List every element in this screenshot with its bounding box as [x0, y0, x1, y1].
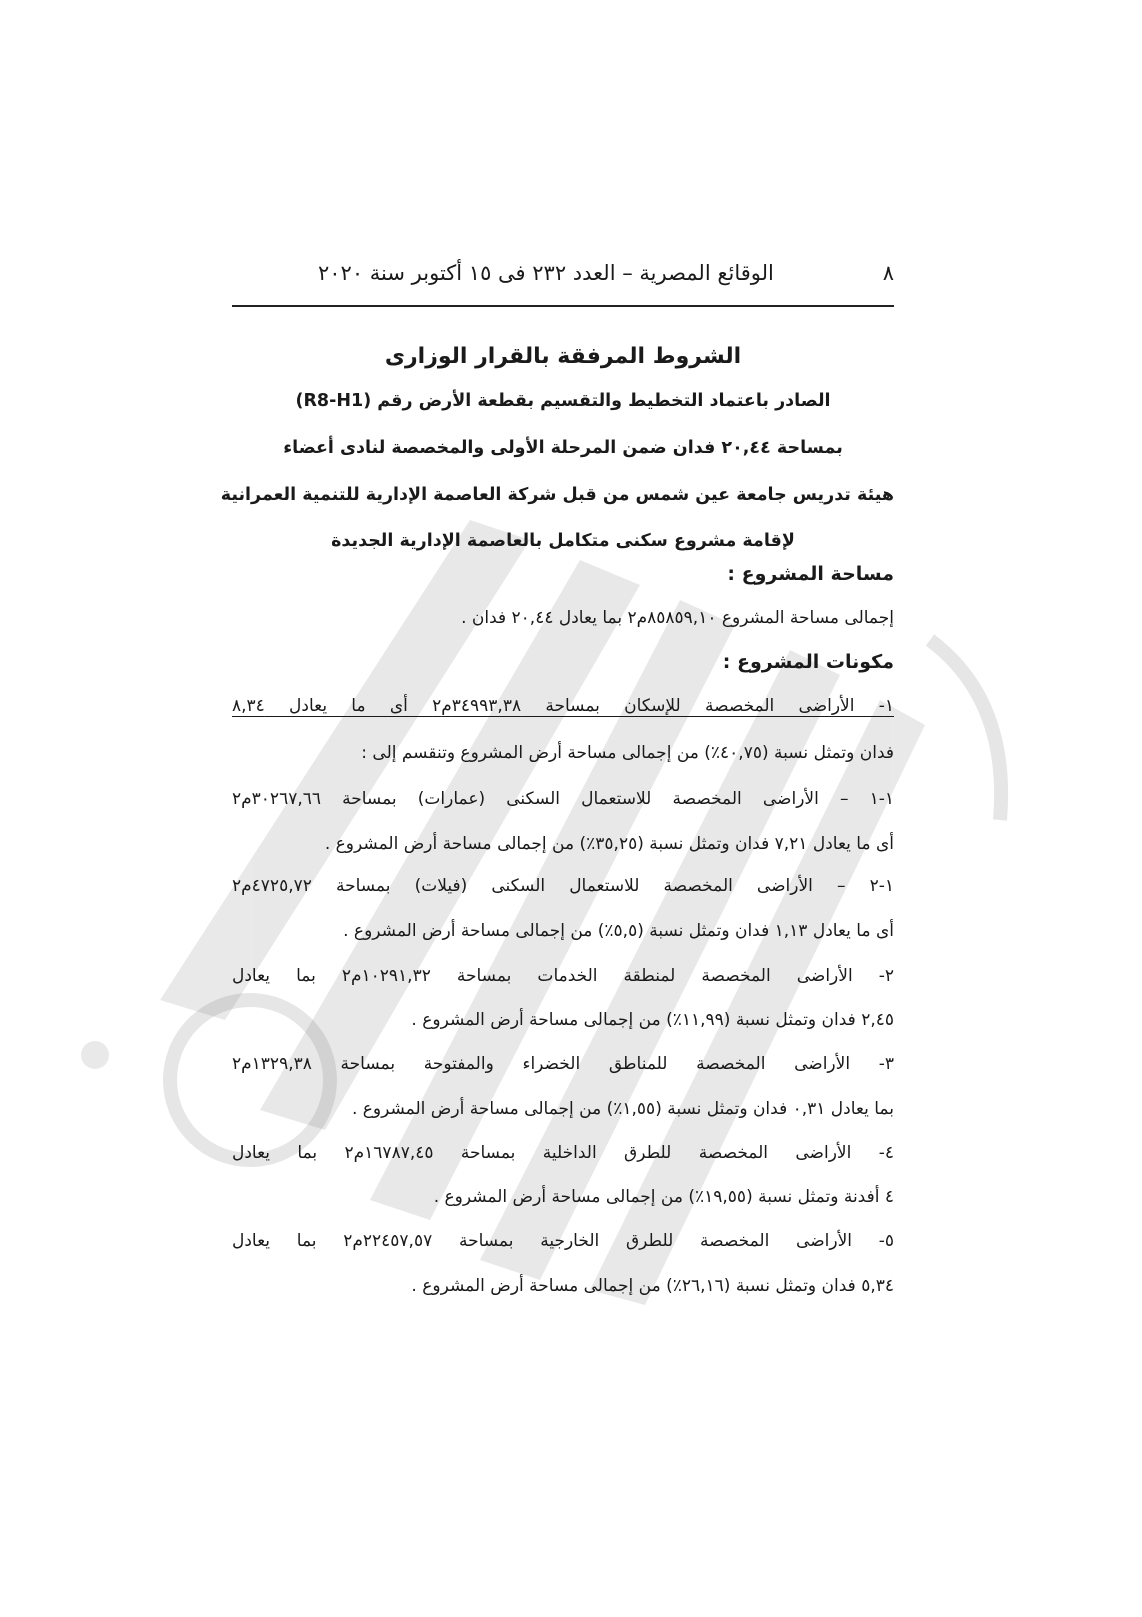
area-heading: مساحة المشروع : — [727, 563, 894, 585]
item-1-2-line-1: ١-٢ – الأراضى المخصصة للاستعمال السكنى (فيلات) بمساحة ٤٧٢٥,٧٢م٢ — [232, 876, 894, 896]
item-1-line-2: فدان وتمثل نسبة (٤٠,٧٥٪) من إجمالى مساحة أرض المشروع وتنقسم إلى : — [361, 743, 894, 763]
item-4-line-2: ٤ أفدنة وتمثل نسبة (١٩,٥٥٪) من إجمالى مساحة أرض المشروع . — [433, 1187, 894, 1207]
item-1-line-1: ١- الأراضى المخصصة للإسكان بمساحة ٣٤٩٩٣,٣٨م٢ أى ما يعادل ٨,٣٤ — [232, 696, 894, 716]
item-1-2-line-2: أى ما يعادل ١,١٣ فدان وتمثل نسبة (٥,٥٪) من إجمالى مساحة أرض المشروع . — [343, 921, 894, 941]
header-rule — [232, 305, 894, 307]
document-title: الشروط المرفقة بالقرار الوزارى — [384, 344, 742, 369]
item-1-1-line-2: أى ما يعادل ٧,٢١ فدان وتمثل نسبة (٣٥,٢٥٪) من إجمالى مساحة أرض المشروع . — [324, 834, 894, 854]
area-text: إجمالى مساحة المشروع ٨٥٨٥٩,١٠م٢ بما يعادل ٢٠,٤٤ فدان . — [461, 608, 894, 628]
item-1-1-line-1: ١-١ – الأراضى المخصصة للاستعمال السكنى (عمارات) بمساحة ٣٠٢٦٧,٦٦م٢ — [232, 789, 894, 809]
gazette-header-title: الوقائع المصرية – العدد ٢٣٢ فى ١٥ أكتوبر سنة ٢٠٢٠ — [318, 261, 774, 285]
components-heading: مكونات المشروع : — [722, 651, 894, 673]
page-number: ٨ — [882, 261, 894, 285]
item-2-line-2: ٢,٤٥ فدان وتمثل نسبة (١١,٩٩٪) من إجمالى مساحة أرض المشروع . — [411, 1010, 894, 1030]
subtitle-line-2: بمساحة ٢٠,٤٤ فدان ضمن المرحلة الأولى والمخصصة لنادى أعضاء — [283, 438, 843, 458]
item-3-line-2: بما يعادل ٠,٣١ فدان وتمثل نسبة (١,٥٥٪) من إجمالى مساحة أرض المشروع . — [351, 1099, 894, 1119]
item-2-line-1: ٢- الأراضى المخصصة لمنطقة الخدمات بمساحة ١٠٢٩١,٣٢م٢ بما يعادل — [232, 966, 894, 986]
item-4-line-1: ٤- الأراضى المخصصة للطرق الداخلية بمساحة ١٦٧٨٧,٤٥م٢ بما يعادل — [232, 1143, 894, 1163]
subtitle-line-3: هيئة تدريس جامعة عين شمس من قبل شركة العاصمة الإدارية للتنمية العمرانية — [220, 485, 894, 505]
item-5-line-2: ٥,٣٤ فدان وتمثل نسبة (٢٦,١٦٪) من إجمالى مساحة أرض المشروع . — [411, 1276, 894, 1296]
item-5-line-1: ٥- الأراضى المخصصة للطرق الخارجية بمساحة ٢٢٤٥٧,٥٧م٢ بما يعادل — [232, 1231, 894, 1251]
subtitle-line-1: الصادر باعتماد التخطيط والتقسيم بقطعة الأرض رقم (R8-H1) — [295, 391, 831, 411]
subtitle-line-4: لإقامة مشروع سكنى متكامل بالعاصمة الإدارية الجديدة — [331, 531, 795, 551]
item-3-line-1: ٣- الأراضى المخصصة للمناطق الخضراء والمفتوحة بمساحة ١٣٢٩,٣٨م٢ — [232, 1054, 894, 1074]
